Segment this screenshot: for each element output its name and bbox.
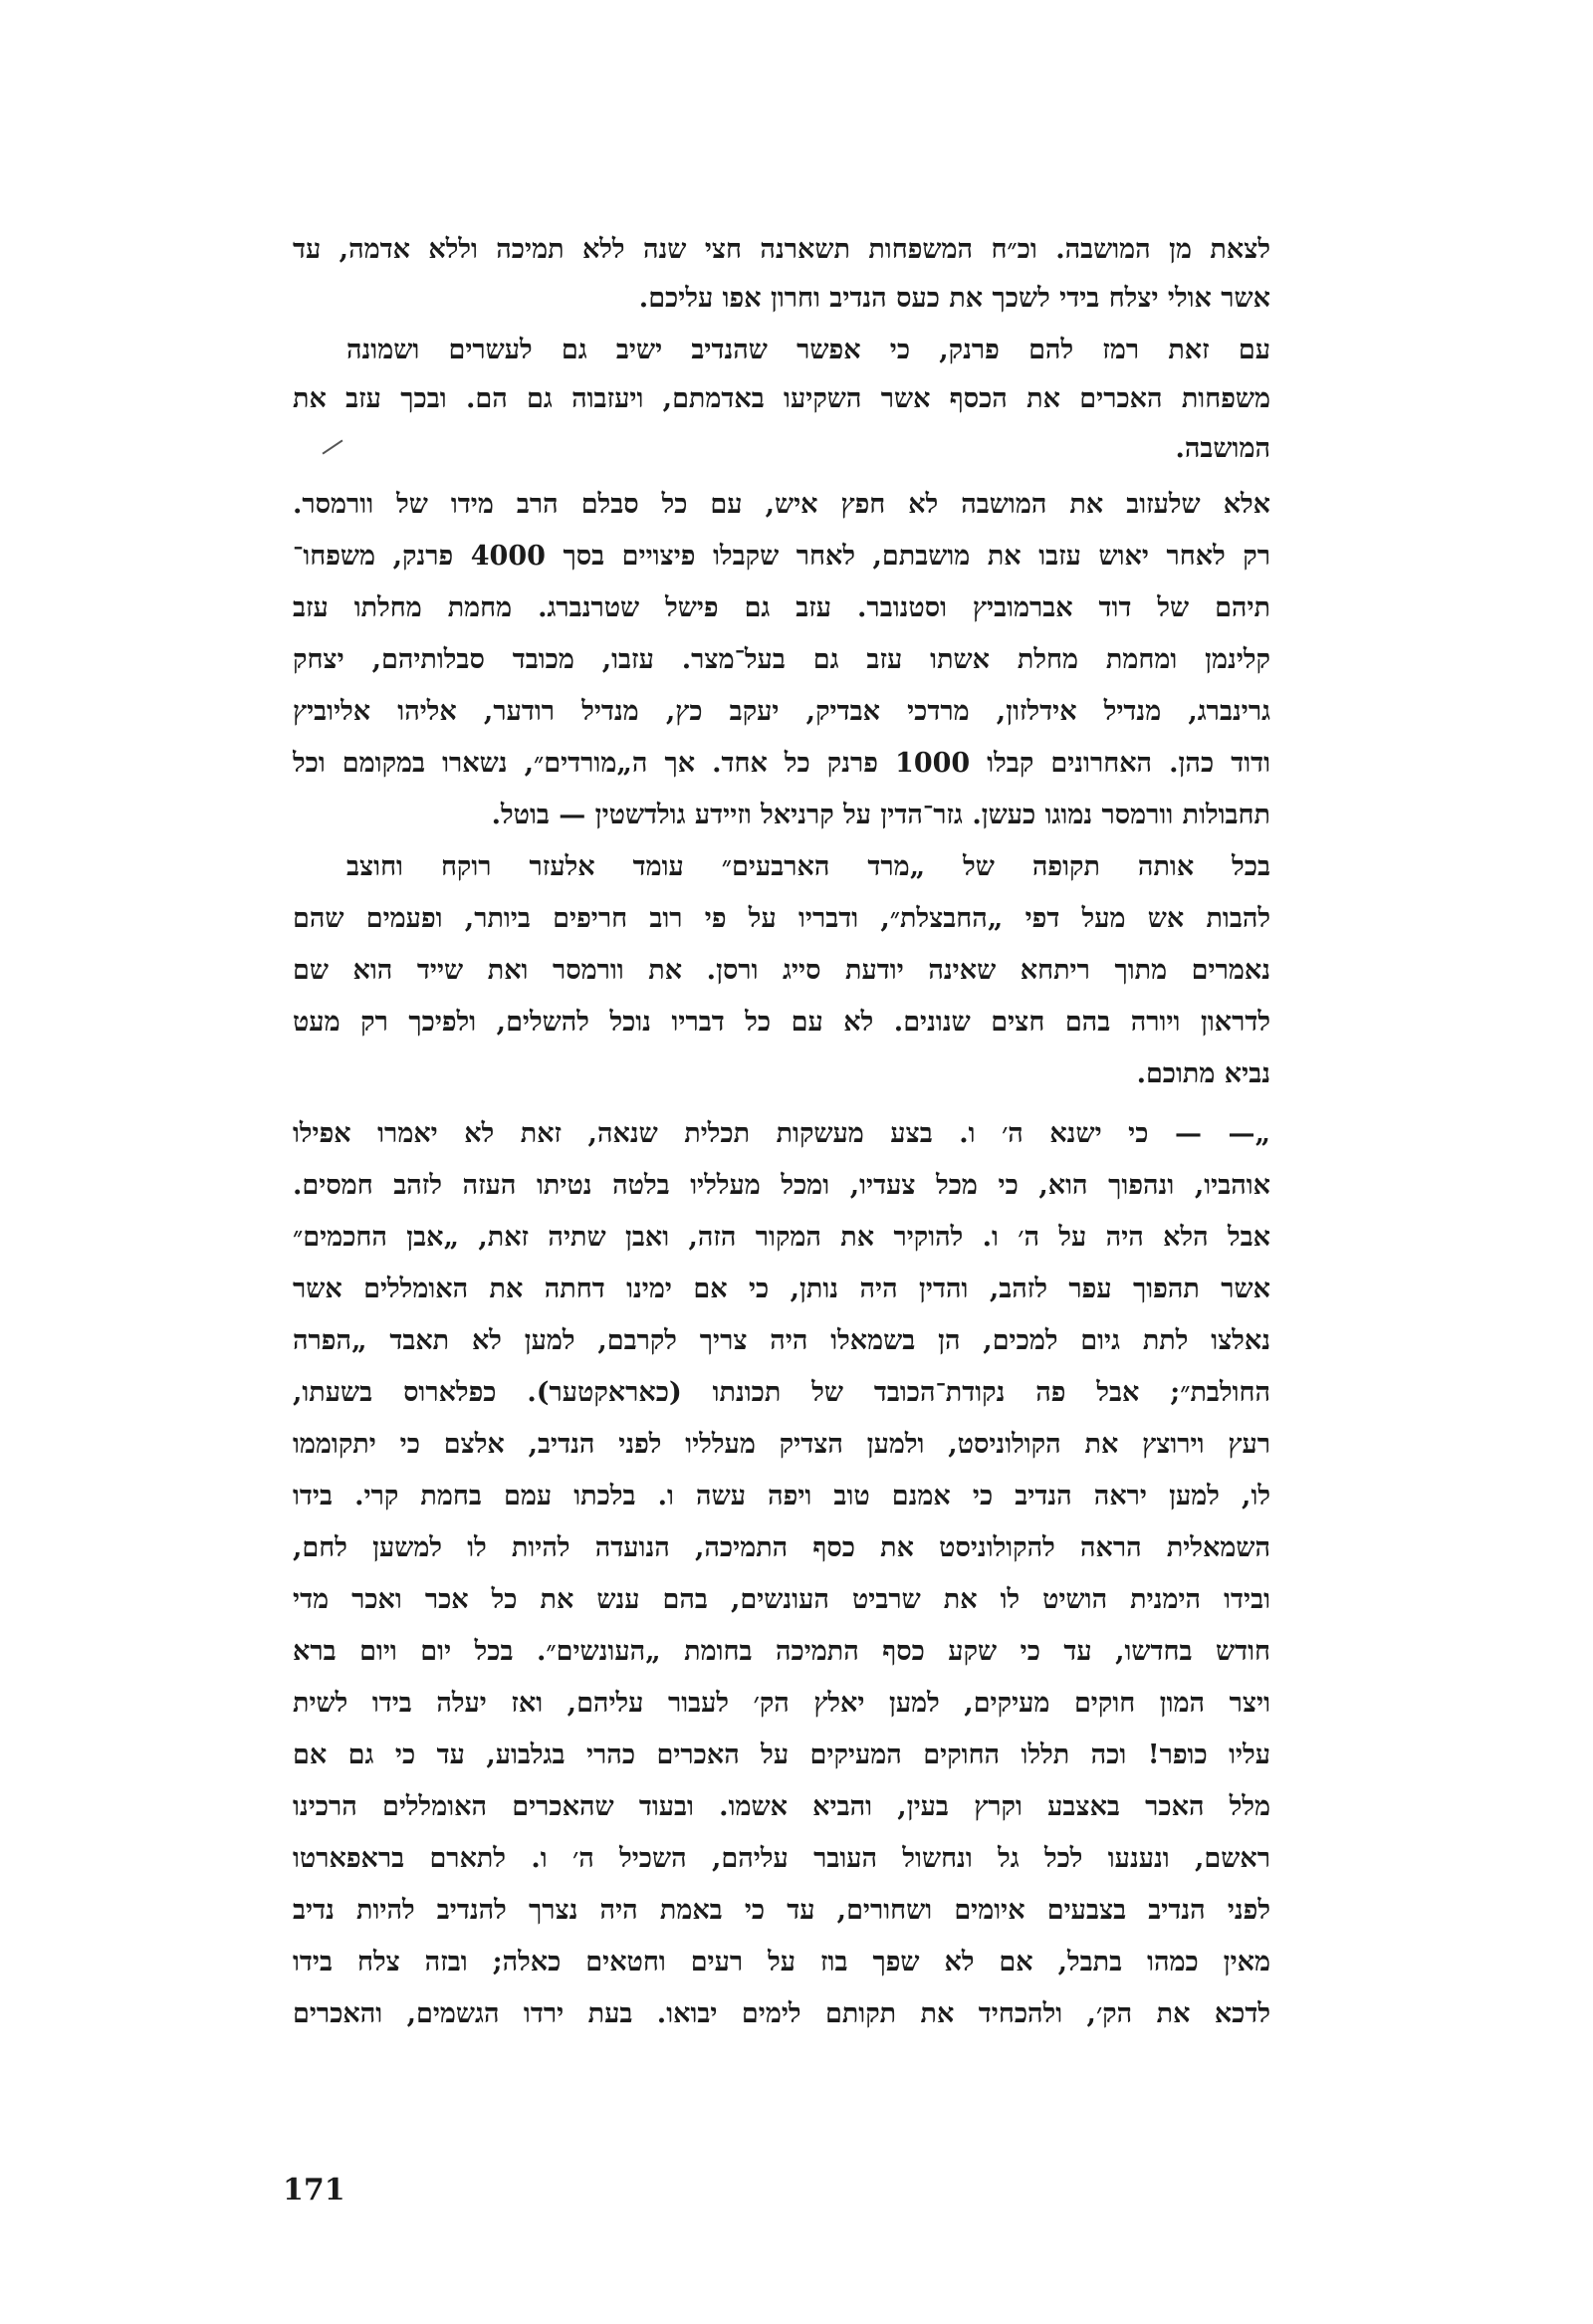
text-line: לדכא את הק׳, ולהכחיד את תקותם לימים יבואו. בעת ירדו הגשמים, והאכרים (293, 1998, 1270, 2029)
text-line: מלל האכר באצבע וקרץ בעין, והביא אשמו. ובעוד שהאכרים האומללים הרכינו (293, 1791, 1270, 1822)
text-line: אבל הלא היה על ה׳ ו. להוקיר את המקור הזה, ואבן שתיה זאת, „אבן החכמים״ (293, 1222, 1270, 1253)
text-line: ויצר המון חוקים מעיקים, למען יאלץ הק׳ לעבור עליהם, ואז יעלה בידו לשית (293, 1688, 1270, 1719)
text-line: המושבה. (1175, 433, 1270, 464)
text-line: עליו כופר! וכה תללו החוקים המעיקים על האכרים כהרי בגלבוע, עד כי גם אם (293, 1740, 1270, 1770)
text-line: ודוד כהן. האחרונים קבלו 1000 פרנק כל אחד. אך ה„מורדים״, נשארו במקומם וכל (293, 748, 1270, 779)
text-line: בכל אותה תקופה של „מרד הארבעים״ עומד אלעזר רוקח וחוצב (346, 851, 1270, 882)
text-line: תחבולות וורמסר נמוגו כעשן. גזר־הדין על קרניאל וזיידע גולדשטין — בוטל. (491, 800, 1270, 830)
text-line: לפני הנדיב בצבעים איומים ושחורים, עד כי באמת היה נצרך להנדיב להיות נדיב (293, 1895, 1270, 1926)
text-line: לו, למען יראה הנדיב כי אמנם טוב ויפה עשה ו. בלכתו עמם בחמת קרי. בידו (293, 1481, 1270, 1511)
text-line: קלינמן ומחמת מחלת אשתו עזב גם בעל־מצר. עזבו, מכובד סבלותיהם, יצחק (293, 644, 1270, 675)
text-line: אשר אולי יצלח בידי לשכך את כעס הנדיב וחרון אפו עליכם. (638, 283, 1270, 314)
text-line: מאין כמהו בתבל, אם לא שפך בוז על רעים וחטאים כאלה; ובזה צלח בידו (293, 1947, 1270, 1977)
text-line: רעץ וירוצץ את הקולוניסט, ולמען הצדיק מעלליו לפני הנדיב, אלצם כי יתקוממו (293, 1429, 1270, 1460)
text-line: לדראון ויורה בהם חצים שנונים. לא עם כל דבריו נוכל להשלים, ולפיכך רק מעט (293, 1007, 1270, 1038)
text-line: נאמרים מתוך ריתחא שאינה יודעת סייג ורסן. את וורמסר ואת שייד הוא שם (293, 955, 1270, 986)
text-line: נאלצו לתת גיום למכים, הן בשמאלו היה צריך לקרבם, למען לא תאבד „הפרה (293, 1325, 1270, 1356)
text-line: החולבת״; אבל פה נקודת־הכובד של תכונתו (כאראקטער). כפלארוס בשעתו, (293, 1377, 1270, 1408)
text-line: נביא מתוכם. (1136, 1058, 1270, 1089)
text-line: „— — כי ישנא ה׳ ו. בצע מעשקות תכלית שנאה, זאת לא יאמרו אפילו (293, 1118, 1270, 1149)
text-line: לצאת מן המושבה. וכ״ח המשפחות תשארנה חצי שנה ללא תמיכה וללא אדמה, עד (293, 234, 1270, 265)
text-line: אלא שלעזוב את המושבה לא חפץ איש, עם כל סבלם הרב מידו של וורמסר. (293, 489, 1270, 520)
text-line: השמאלית הראה להקולוניסט את כסף התמיכה, הנועדה להיות לו למשען לחם, (293, 1532, 1270, 1563)
page-number: 171 (283, 2173, 345, 2208)
text-line: עם זאת רמז להם פרנק, כי אפשר שהנדיב ישיב גם לעשרים ושמונה (346, 335, 1270, 365)
text-line: משפחות האכרים את הכסף אשר השקיעו באדמתם, ויעזבוה גם הם. ובכך עזב את (293, 383, 1270, 414)
text-line: רק לאחר יאוש עזבו את מושבתם, לאחר שקבלו פיצויים בסך 4000 פרנק, משפחו־ (293, 541, 1270, 572)
text-line: חודש בחדשו, עד כי שקע כסף התמיכה בחומת „העונשים״. בכל יום ויום ברא (293, 1636, 1270, 1667)
text-line: ובידו הימנית הושיט לו את שרביט העונשים, בהם ענש את כל אכר ואכר מדי (293, 1584, 1270, 1615)
text-line: גרינברג, מנדיל אידלזון, מרדכי אבדיק, יעקב כץ, מנדיל רודער, אליהו אליוביץ (293, 696, 1270, 727)
text-line: ראשם, ונענעו לכל גל ונחשול העובר עליהם, השכיל ה׳ ו. לתארם בראפארטו (293, 1843, 1270, 1874)
text-line: אוהביו, ונהפוך הוא, כי מכל צעדיו, ומכל מעלליו בלטה נטיתו העזה לזהב חמסים. (293, 1170, 1270, 1201)
text-line: תיהם של דוד אברמוביץ וסטנובר. עזב גם פישל שטרנברג. מחמת מחלתו עזב (293, 592, 1270, 623)
text-line: להבות אש מעל דפי „החבצלת״, ודבריו על פי רוב חריפים ביותר, ופעמים שהם (293, 903, 1270, 934)
text-line: אשר תהפוך עפר לזהב, והדין היה נותן, כי אם ימינו דחתה את האומללים אשר (293, 1274, 1270, 1304)
